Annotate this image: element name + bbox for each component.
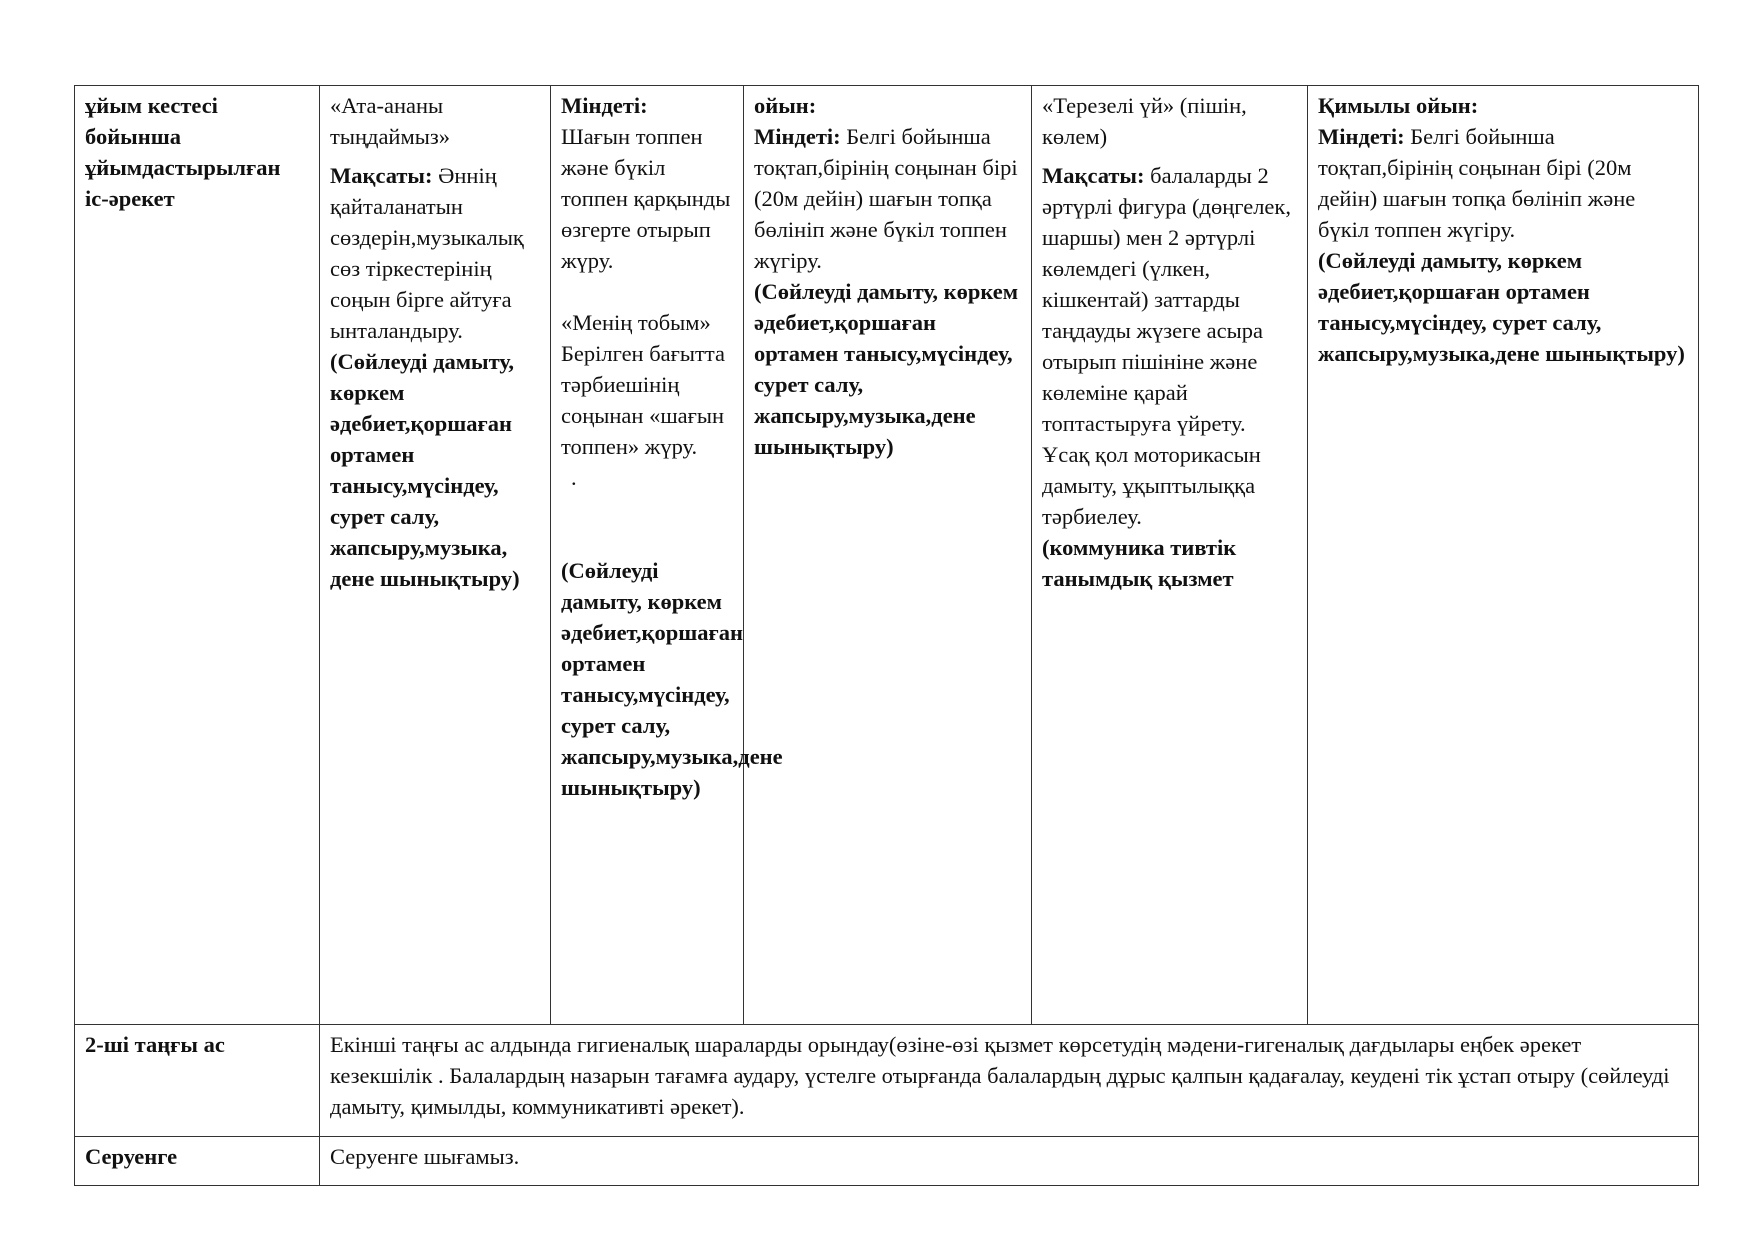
activity-cell-walking [551, 86, 783, 1025]
activity-task [1318, 121, 1688, 245]
row-header-second-breakfast: 2-ші таңғы ас [75, 1025, 320, 1137]
game-title: «Менің тобым» [561, 310, 711, 335]
activity-cell-parents [320, 86, 551, 1025]
walk-text: Серуенге шығамыз. [320, 1137, 1699, 1186]
game-label: ойын: [754, 93, 817, 118]
task-label: Міндеті: [754, 124, 841, 149]
activity-areas: (Сөйлеуді дамыту, көркем әдебиет,қоршаған ортамен танысу,мүсіндеу, сурет салу, жапсыру,музыка, дене шынықтыру) [330, 349, 520, 591]
goal-text: Әннің қайталанатын сөздерін,музыкалық сөз тіркестерінің соңын бірге айтуға ынталандыру. [330, 163, 524, 343]
task-label: Міндеті: [561, 93, 648, 118]
task-label: Міндеті: [1318, 124, 1405, 149]
row-header-walk: Серуенге [75, 1137, 320, 1186]
table-row [75, 1137, 1699, 1186]
row-header-organized-activity: ұйым кестесі бойынша ұйымдастырылған іс-әрекет [75, 86, 320, 1025]
activity-title: «Ата-ананы тыңдаймыз» [330, 93, 450, 149]
schedule-table [74, 85, 1699, 1186]
table-row [75, 86, 1699, 1025]
activity-cell-movement-game [1308, 86, 1699, 1025]
goal-text: балаларды 2 әртүрлі фигура (дөңгелек, шаршы) мен 2 әртүрлі көлемдегі (үлкен, кішкентай) заттарды таңдауды жүзеге асыра отырып пішініне және көлеміне қарай топтастыруға үйрету. Ұсақ қол моторикасын дамыту, ұқыптылыққа тәрбиелеу. [1042, 163, 1291, 529]
activity-goal [330, 160, 540, 346]
activity-areas: (коммуника тивтік танымдық қызмет [1042, 535, 1237, 591]
activity-areas: (Сөйлеуді дамыту, көркем әдебиет,қоршаған ортамен танысу,мүсіндеу, сурет салу, жапсыру,музыка,дене шынықтыру) [754, 279, 1019, 459]
task-text: Белгі бойынша тоқтап,бірінің соңынан бірі (20м дейін) шағын топқа бөлініп және бүкіл топпен жүгіру. [754, 124, 1018, 273]
activity-areas: (Сөйлеуді дамыту, көркем әдебиет,қоршаған ортамен танысу,мүсіндеу, сурет салу, жапсыру,музыка,дене шынықтыру) [561, 558, 783, 800]
table-row [75, 1025, 1699, 1137]
goal-label: Мақсаты: [330, 163, 433, 188]
dot-mark: . [571, 465, 577, 490]
task-text: Белгі бойынша тоқтап,бірінің соңынан бірі (20м дейін) шағын топқа бөлініп және бүкіл топпен жүгіру. [1318, 124, 1636, 242]
activity-task [754, 121, 1021, 276]
activity-cell-game [744, 86, 1032, 1025]
game-label: Қимылы ойын: [1318, 93, 1479, 118]
task-text: Шағын топпен және бүкіл топпен қарқынды өзгерте отырып жүру. [561, 124, 731, 273]
second-breakfast-text: Екінші таңғы ас алдында гигиеналық шараларды орындау(өзіне-өзі қызмет көрсетудің мәдени-гигеналық дағдылары еңбек әрекет кезекшілік . Балалардың назарын тағамға аудару, үстелге отырғанда балалардың дұрыс қалпын қадағалау, кеудені тік ұстап отыру (сөйлеуді дамыту, қимылды, коммуникативті әрекет). [320, 1025, 1699, 1137]
activity-title: «Терезелі үй» (пішін, көлем) [1042, 93, 1247, 149]
activity-areas: (Сөйлеуді дамыту, көркем әдебиет,қоршаған ортамен танысу,мүсіндеу, сурет салу, жапсыру,музыка,дене шынықтыру) [1318, 248, 1685, 366]
goal-label: Мақсаты: [1042, 163, 1145, 188]
activity-goal [1042, 160, 1297, 532]
activity-cell-window-house [1032, 86, 1308, 1025]
game-text: Берілген бағытта тәрбиешінің соңынан «шағын топпен» жүру. [561, 341, 725, 459]
